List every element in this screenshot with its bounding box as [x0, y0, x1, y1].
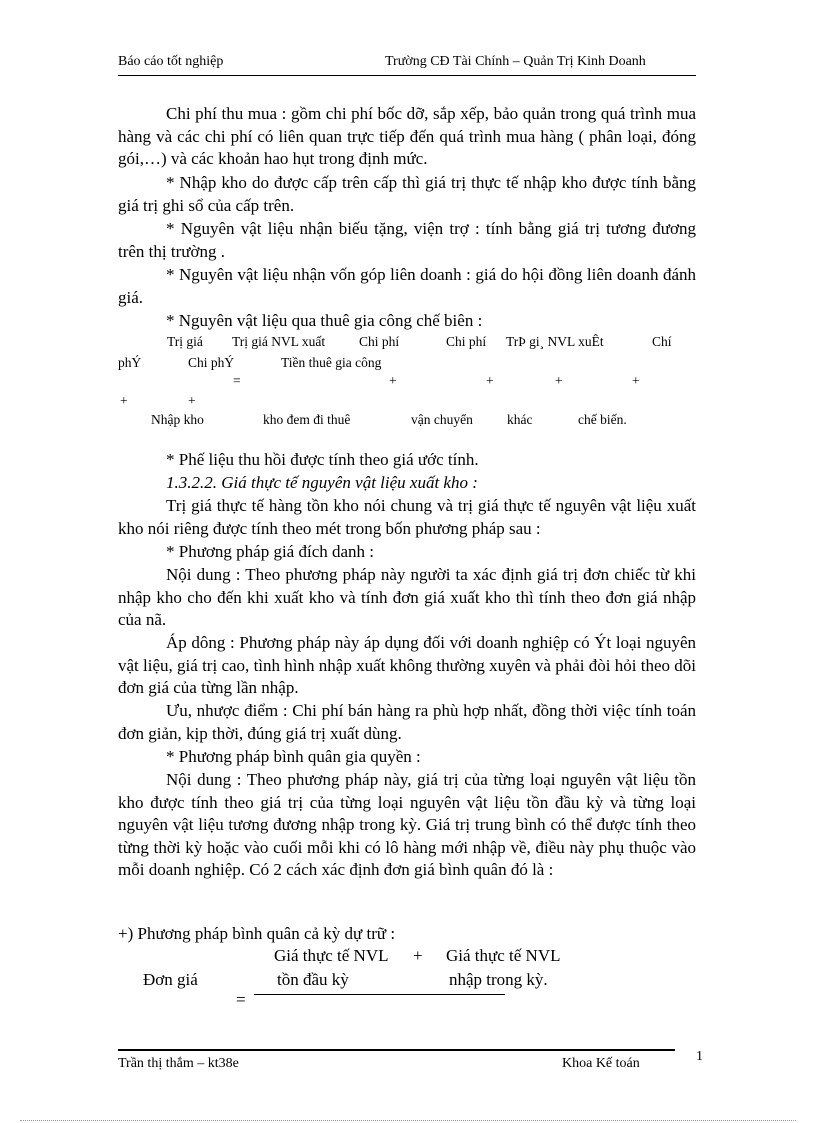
formula-chi-end: Chí	[652, 334, 672, 349]
formula-plus-1: +	[389, 373, 397, 388]
header-rule	[118, 75, 696, 76]
paragraph-noi-dung-2: Nội dung : Theo phương pháp này, giá trị của từng loại nguyên vật liệu tồn kho được tính theo giá trị của từng loại nguyên vật liệu tồn đầu kỳ và từng loại nguyên vật liệu tương đương nhập trong kỳ. Giá trị trung bình có thể được tính theo từng thời kỳ hoặc vào cuối mỗi khi có lô hàng mới nhập về, điều này phụ thuộc vào mỗi doanh nghiệp. Có 2 cách xác định đơn giá bình quân đó là :	[118, 770, 696, 879]
formula2-don-gia: Đơn giá	[143, 970, 198, 989]
header-right: Trường CĐ Tài Chính – Quản Trị Kinh Doanh	[385, 54, 646, 69]
footer-rule	[118, 1049, 675, 1051]
paragraph-binh-quan: * Phương pháp bình quân gia quyền :	[166, 747, 421, 766]
formula-che-bien: chế biến.	[578, 412, 627, 427]
paragraph-chi-phi-thu-mua: Chi phí thu mua : gồm chi phí bốc dỡ, sắp xếp, bảo quản trong quá trình mua hàng và các chi phí có liên quan trực tiếp đến quá trình mua hàng ( phân loại, đóng gói,…) và các khoản hao hụt trong định mức.	[118, 104, 696, 168]
footer-right: Khoa Kế toán	[562, 1056, 640, 1071]
formula-tri-gia: Trị giá	[167, 334, 203, 349]
formula-plus-3: +	[555, 373, 563, 388]
formula-van-chuyen: vận chuyển	[411, 412, 473, 427]
formula-chi-phy: Chi phÝ	[188, 355, 235, 370]
formula2-nhap-trong: nhập trong kỳ.	[449, 970, 548, 989]
paragraph-von-gop: * Nguyên vật liệu nhận vốn góp liên doanh : giá do hội đồng liên doanh đánh giá.	[118, 265, 696, 307]
formula-plus-4: +	[632, 373, 640, 388]
formula-equals: =	[233, 373, 241, 388]
paragraph-gia-dich-danh: * Phương pháp giá đích danh :	[166, 542, 375, 561]
formula-tri-gia-nvl: Trị giá NVL xuất	[232, 334, 326, 349]
formula2-fraction-bar	[254, 994, 505, 995]
formula-plus-6: +	[188, 393, 196, 408]
section-heading-xuat-kho: 1.3.2.2. Giá thực tế nguyên vật liệu xuất kho :	[166, 473, 478, 492]
page-number: 1	[696, 1049, 703, 1064]
footer-left: Trần thị thắm – kt38e	[118, 1056, 239, 1071]
paragraph-nhap-kho-cap-tren: * Nhập kho do được cấp trên cấp thì giá trị thực tế nhập kho được tính bằng giá trị ghi sổ của cấp trên.	[118, 173, 696, 215]
header-left: Báo cáo tốt nghiệp	[118, 54, 224, 69]
paragraph-bieu-tang: * Nguyên vật liệu nhận biếu tặng, viện trợ : tính bằng giá trị tương đương trên thị trường .	[118, 219, 696, 261]
paragraph-tri-gia-ton-kho: Trị giá thực tế hàng tồn kho nói chung và trị giá thực tế nguyên vật liệu xuất kho nói riêng được tính theo mét trong bốn phương pháp sau :	[118, 496, 696, 538]
paragraph-thue-gia-cong: * Nguyên vật liệu qua thuê gia công chế biên :	[166, 311, 483, 330]
formula2-plus: +	[413, 946, 423, 965]
paragraph-uu-nhuoc: Ưu, nhược điểm : Chi phí bán hàng ra phù hợp nhất, đồng thời việc tính toán đơn giản, kịp thời, đúng giá trị xuất dùng.	[118, 701, 696, 743]
formula2-num2: Giá thực tế NVL	[446, 946, 561, 965]
formula-tien-thue: Tiền thuê gia công	[281, 355, 382, 370]
formula-khac: khác	[507, 412, 533, 427]
formula-nhap-kho: Nhập kho	[151, 412, 204, 427]
formula-chi-phi-2: Chi phí	[446, 334, 487, 349]
formula-phy: phÝ	[118, 355, 142, 370]
paragraph-binh-quan-ca-ky: +) Phương pháp bình quân cả kỳ dự trữ :	[118, 924, 396, 943]
paragraph-ap-dung: Áp dông : Phương pháp này áp dụng đối với doanh nghiệp có Ýt loại nguyên vật liệu, giá trị cao, tình hình nhập xuất không thường xuyên và phải đòi hỏi theo dõi đơn giá của từng lần nhập.	[118, 633, 696, 697]
formula-plus-2: +	[486, 373, 494, 388]
formula-trd-gi: TrÞ gi¸ NVL xuÊt	[506, 334, 604, 349]
formula-kho-dem: kho đem đi thuê	[263, 412, 351, 427]
formula2-equals: =	[236, 990, 246, 1009]
formula-plus-5: +	[120, 393, 128, 408]
paragraph-phe-lieu: * Phế liệu thu hồi được tính theo giá ước tính.	[166, 450, 479, 469]
paragraph-noi-dung-1: Nội dung : Theo phương pháp này người ta xác định giá trị đơn chiếc từ khi nhập kho cho đến khi xuất kho và tính đơn giá xuất kho thì tính theo đơn giá nhập của nã.	[118, 565, 696, 629]
formula2-ton-dau: tồn đầu kỳ	[277, 970, 349, 989]
formula2-num1: Giá thực tế NVL	[274, 946, 389, 965]
page-edge-dotted	[20, 1120, 796, 1121]
formula-chi-phi-1: Chi phí	[359, 334, 400, 349]
